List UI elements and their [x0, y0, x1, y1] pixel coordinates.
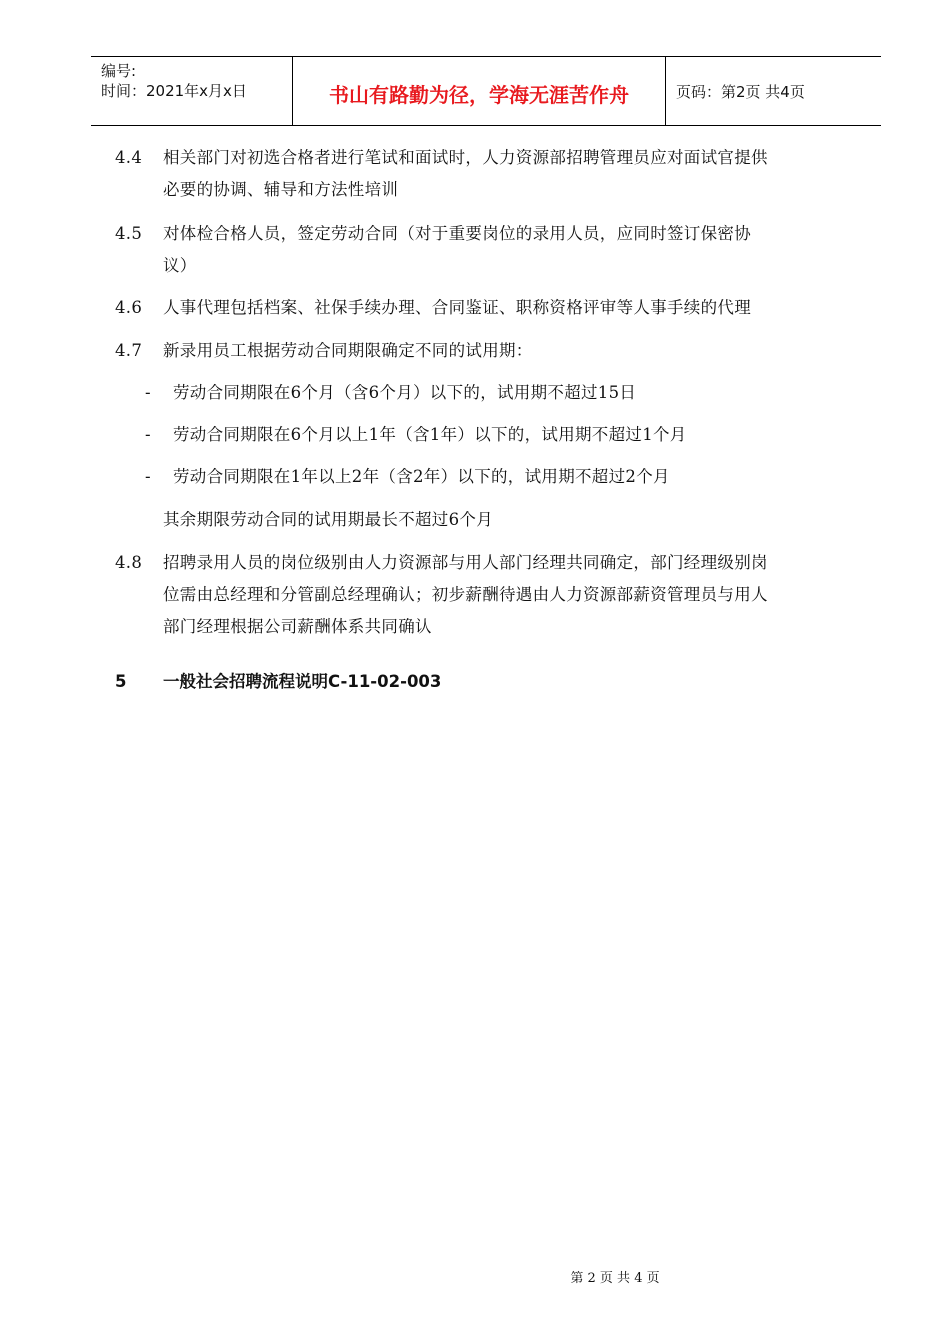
text-line: 新录用员工根据劳动合同期限确定不同的试用期： — [163, 341, 533, 360]
probation-item — [0, 377, 950, 413]
text-line: 议） — [163, 256, 197, 275]
item-text — [163, 218, 853, 282]
list-item-4-8 — [0, 547, 950, 647]
item-text — [163, 547, 853, 643]
probation-text: 劳动合同期限在6个月以上1年（含1年）以下的，试用期不超过1个月 — [173, 425, 687, 444]
text-line: 相关部门对初选合格者进行笔试和面试时，人力资源部招聘管理员应对面试官提供 — [163, 148, 768, 167]
page-number-label: 页码：第2页 共4页 — [676, 83, 805, 101]
text-line: 招聘录用人员的岗位级别由人力资源部与用人部门经理共同确定，部门经理级别岗 — [163, 553, 768, 572]
header-motto: 书山有路勤为径，学海无涯苦作舟 — [329, 83, 629, 107]
list-item-4-4 — [0, 142, 950, 212]
code-label: 编号: — [101, 62, 137, 80]
section-number: 5 — [115, 672, 127, 691]
probation-item — [0, 461, 950, 497]
list-item-4-7 — [0, 335, 950, 371]
header-meta — [101, 61, 247, 101]
text-line: 部门经理根据公司薪酬体系共同确认 — [163, 617, 432, 636]
page-header — [91, 56, 881, 126]
page-footer: 第 2 页 共 4 页 — [570, 1271, 660, 1286]
note-text: 其余期限劳动合同的试用期最长不超过6个月 — [163, 510, 493, 529]
text-line: 位需由总经理和分管副总经理确认；初步薪酬待遇由人力资源部薪资管理员与用人 — [163, 585, 768, 604]
list-item-4-5 — [0, 218, 950, 288]
item-text — [163, 335, 853, 367]
probation-text: 劳动合同期限在1年以上2年（含2年）以下的，试用期不超过2个月 — [173, 467, 670, 486]
list-item-4-6 — [0, 292, 950, 328]
item-number: 4.6 — [115, 298, 143, 317]
other-note — [0, 504, 950, 540]
probation-item — [0, 419, 950, 455]
time-label: 时间：2021年x月x日 — [101, 82, 247, 100]
dash-bullet: - — [145, 425, 151, 444]
item-number: 4.8 — [115, 553, 143, 572]
item-text — [163, 142, 853, 206]
item-text — [163, 292, 853, 324]
item-number: 4.5 — [115, 224, 143, 243]
item-number: 4.4 — [115, 148, 143, 167]
text-line: 必要的协调、辅导和方法性培训 — [163, 180, 399, 199]
text-line: 人事代理包括档案、社保手续办理、合同鉴证、职称资格评审等人事手续的代理 — [163, 298, 751, 317]
text-line: 对体检合格人员，签定劳动合同（对于重要岗位的录用人员，应同时签订保密协 — [163, 224, 751, 243]
item-number: 4.7 — [115, 341, 143, 360]
header-divider — [292, 57, 293, 125]
section-title: 一般社会招聘流程说明C-11-02-003 — [163, 672, 442, 691]
probation-text: 劳动合同期限在6个月（含6个月）以下的，试用期不超过15日 — [173, 383, 637, 402]
dash-bullet: - — [145, 383, 151, 402]
header-divider — [665, 57, 666, 125]
dash-bullet: - — [145, 467, 151, 486]
